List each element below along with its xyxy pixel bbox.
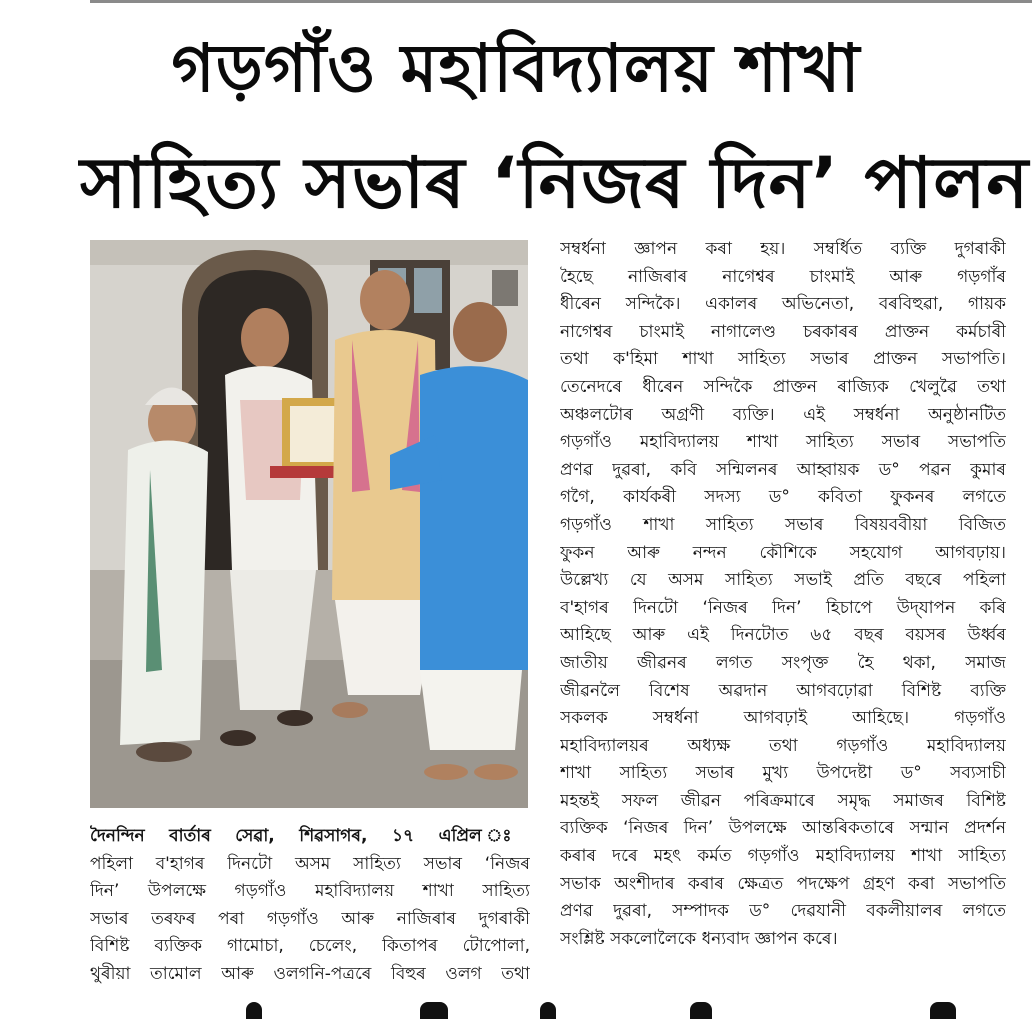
body-line: ব্যক্তিক ‘নিজৰ দিন’ উপলক্ষে আন্তৰিকতাৰে সন্মান প্ৰদৰ্শন	[560, 818, 1006, 839]
body-line: গড়গাঁও মহাবিদ্যালয় শাখা সাহিত্য সভাৰ সভাপতি	[560, 432, 1006, 453]
body-line: তেনেদৰে ধীৰেন সন্দিকৈ প্ৰাক্তন ৰাজ্যিক খেলুৱৈ তথা	[560, 376, 1006, 397]
body-line: গড়গাঁও শাখা সাহিত্য সভাৰ বিষয়ববীয়া বিজিত	[560, 514, 1006, 535]
body-line: গগৈ, কাৰ্যকৰী সদস্য ড° কবিতা ফুকনৰ লগতে	[560, 487, 1006, 508]
body-line: কৰাৰ দৰে মহৎ কৰ্মত গড়গাঁও মহাবিদ্যালয় শাখা সাহিত্য	[560, 846, 1006, 867]
body-line: দিন’ উপলক্ষে গড়গাঁও মহাবিদ্যালয় শাখা সাহিত্য	[90, 881, 530, 902]
body-line: মহন্তই সফল জীৱন পৰিক্ৰমাৰে সমৃদ্ধ সমাজৰ বিশিষ্ট	[560, 790, 1006, 811]
body-line: পহিলা ব'হাগৰ দিনটো অসম সাহিত্য সভাৰ ‘নিজৰ	[90, 853, 530, 874]
body-line: অঞ্চলটোৰ অগ্ৰণী ব্যক্তি। এই সম্বৰ্ধনা অনুষ্ঠানটিত	[560, 404, 1006, 425]
body-line: ফুকন আৰু নন্দন কৌশিকে সহযোগ আগবঢ়ায়।	[560, 542, 1006, 563]
dateline: দৈনন্দিন বাৰ্তাৰ সেৱা, শিৱসাগৰ, ১৭ এপ্ৰিল ঃ	[90, 826, 530, 846]
body-line: সম্বৰ্ধনা জ্ঞাপন কৰা হয়। সম্বৰ্ধিত ব্যক্তি দুগৰাকী	[560, 239, 1006, 259]
body-line: শাখা সাহিত্য সভাৰ মুখ্য উপদেষ্টা ড° সব্যসাচী	[560, 763, 1006, 784]
article-body-left-column	[90, 823, 530, 989]
body-line: সভাৰ তৰফৰ পৰা গড়গাঁও আৰু নাজিৰাৰ দুগৰাকী	[90, 908, 530, 929]
body-line: থুৰীয়া তামোল আৰু ওলগনি-পত্ৰৰে বিহুৰ ওলগ তথা	[90, 963, 530, 984]
body-line: নাগেশ্বৰ চাংমাই নাগালেণ্ড চৰকাৰৰ প্ৰাক্তন কৰ্মচাৰী	[560, 321, 1006, 342]
body-line: বিশিষ্ট ব্যক্তিক গামোচা, চেলেং, কিতাপৰ টোপোলা,	[90, 936, 530, 957]
body-line: আহিছে আৰু এই দিনটোত ৬৫ বছৰ বয়সৰ উৰ্ধ্বৰ	[560, 625, 1006, 646]
body-line: প্ৰণৱ দুৱৰা, কবি সন্মিলনৰ আহ্বায়ক ড° পৱন কুমাৰ	[560, 459, 1006, 480]
article-body-right-column	[560, 236, 1006, 953]
photo-illustration	[90, 240, 528, 808]
next-headline-fragment	[930, 1002, 956, 1019]
body-line: ধীৰেন সন্দিকৈ। একালৰ অভিনেতা, বৰবিহুৱা, গায়ক	[560, 294, 1006, 315]
body-line: উল্লেখ্য যে অসম সাহিত্য সভাই প্ৰতি বছৰে পহিলা	[560, 570, 1006, 591]
news-photo	[90, 240, 528, 808]
headline-line-2: সাহিত্য সভাৰ ‘নিজৰ দিন’ পালন	[80, 142, 1030, 224]
top-rule	[90, 0, 1032, 3]
next-headline-fragment	[540, 1002, 556, 1019]
headline-line-1: গড়গাঁও মহাবিদ্যালয় শাখা	[171, 30, 861, 107]
next-headline-fragment	[690, 1002, 712, 1019]
body-line: প্ৰণৱ দুৱৰা, সম্পাদক ড° দেৱযানী বকলীয়ালৰ লগতে	[560, 901, 1006, 922]
body-line: হৈছে নাজিৰাৰ নাগেশ্বৰ চাংমাই আৰু গড়গাঁৰ	[560, 266, 1006, 287]
body-line: সভাক অংশীদাৰ কৰাৰ ক্ষেত্ৰত পদক্ষেপ গ্ৰহণ কৰা সভাপতি	[560, 873, 1006, 894]
body-line: সকলক সম্বৰ্ধনা আগবঢ়াই আহিছে। গড়গাঁও	[560, 708, 1006, 729]
body-line: জীৱনলৈ বিশেষ অৱদান আগবঢ়োৱা বিশিষ্ট ব্যক্তি	[560, 680, 1006, 701]
body-line: ব'হাগৰ দিনটো ‘নিজৰ দিন’ হিচাপে উদ্‌যাপন কৰি	[560, 597, 1006, 618]
next-headline-fragment	[420, 1002, 448, 1019]
body-line: সংশ্লিষ্ট সকলোলৈকে ধন্যবাদ জ্ঞাপন কৰে।	[560, 928, 838, 949]
body-line: তথা ক'হিমা শাখা সাহিত্য সভাৰ প্ৰাক্তন সভাপতি।	[560, 349, 1006, 370]
next-headline-fragment	[246, 1002, 262, 1019]
body-line: জাতীয় জীৱনৰ লগত সংপৃক্ত হৈ থকা, সমাজ	[560, 652, 1006, 673]
body-line: মহাবিদ্যালয়ৰ অধ্যক্ষ তথা গড়গাঁও মহাবিদ্যালয়	[560, 735, 1006, 756]
